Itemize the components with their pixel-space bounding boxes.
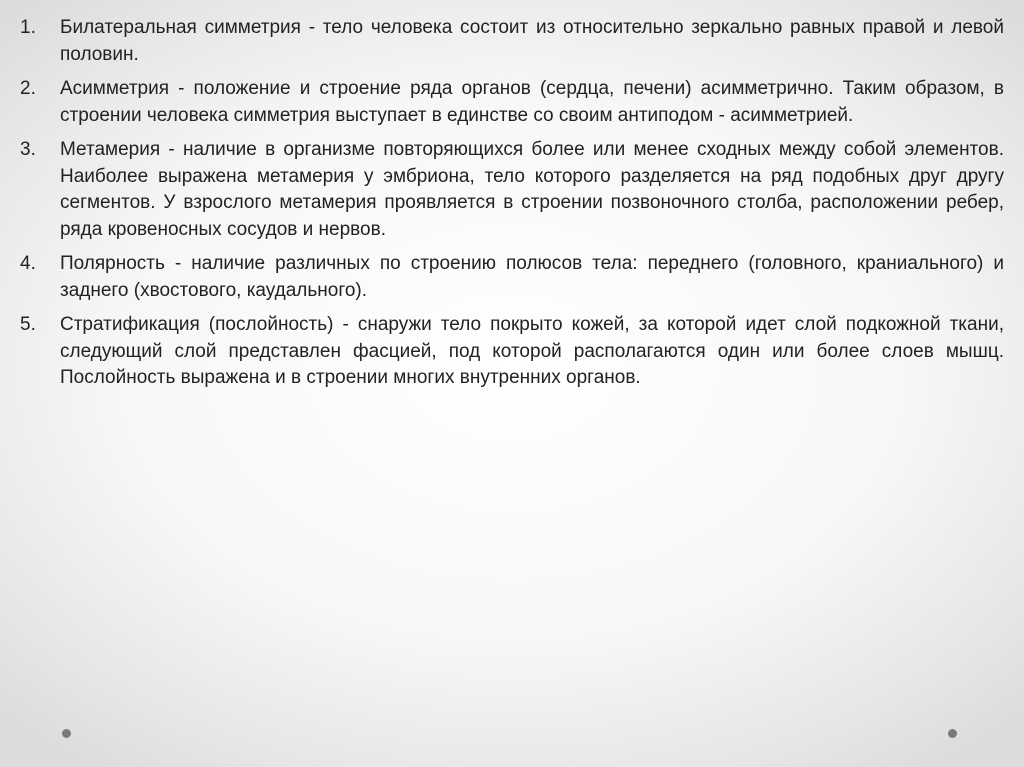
list-item-number: 1. — [20, 17, 36, 38]
list-item-text: Асимметрия - положение и строение ряда органов (сердца, печени) асимметрично. Таким образом, в строении человека симметрия выступает в единстве со своим антиподом - асимметрией. — [60, 78, 1004, 126]
list-item — [20, 15, 1004, 68]
list-item-text: Билатеральная симметрия - тело человека состоит из относительно зеркально равных правой и левой половин. — [60, 17, 1004, 65]
list-item-number: 3. — [20, 139, 36, 160]
list-item — [20, 251, 1004, 304]
list-item-text: Метамерия - наличие в организме повторяющихся более или менее сходных между собой элементов. Наиболее выражена метамерия у эмбриона, тело которого разделяется на ряд подобных друг другу сегментов. У взрослого метамерия проявляется в строении позвоночного столба, расположении ребер, ряда кровеносных сосудов и нервов. — [60, 139, 1004, 240]
list-item — [20, 137, 1004, 243]
numbered-list — [20, 15, 1004, 392]
list-item — [20, 312, 1004, 392]
list-item-number: 4. — [20, 253, 36, 274]
list-item — [20, 76, 1004, 129]
list-item-text: Полярность - наличие различных по строению полюсов тела: переднего (головного, краниального) и заднего (хвостового, каудального). — [60, 253, 1004, 301]
list-item-number: 5. — [20, 314, 36, 335]
list-item-text: Стратификация (послойность) - снаружи тело покрыто кожей, за которой идет слой подкожной ткани, следующий слой представлен фасцией, под которой располагаются один или более слоев мышц. Послойность выражена и в строении многих внутренних органов. — [60, 314, 1004, 388]
slide-content — [20, 15, 1004, 400]
list-item-number: 2. — [20, 78, 36, 99]
decorative-dot-right — [948, 729, 957, 738]
decorative-dot-left — [62, 729, 71, 738]
